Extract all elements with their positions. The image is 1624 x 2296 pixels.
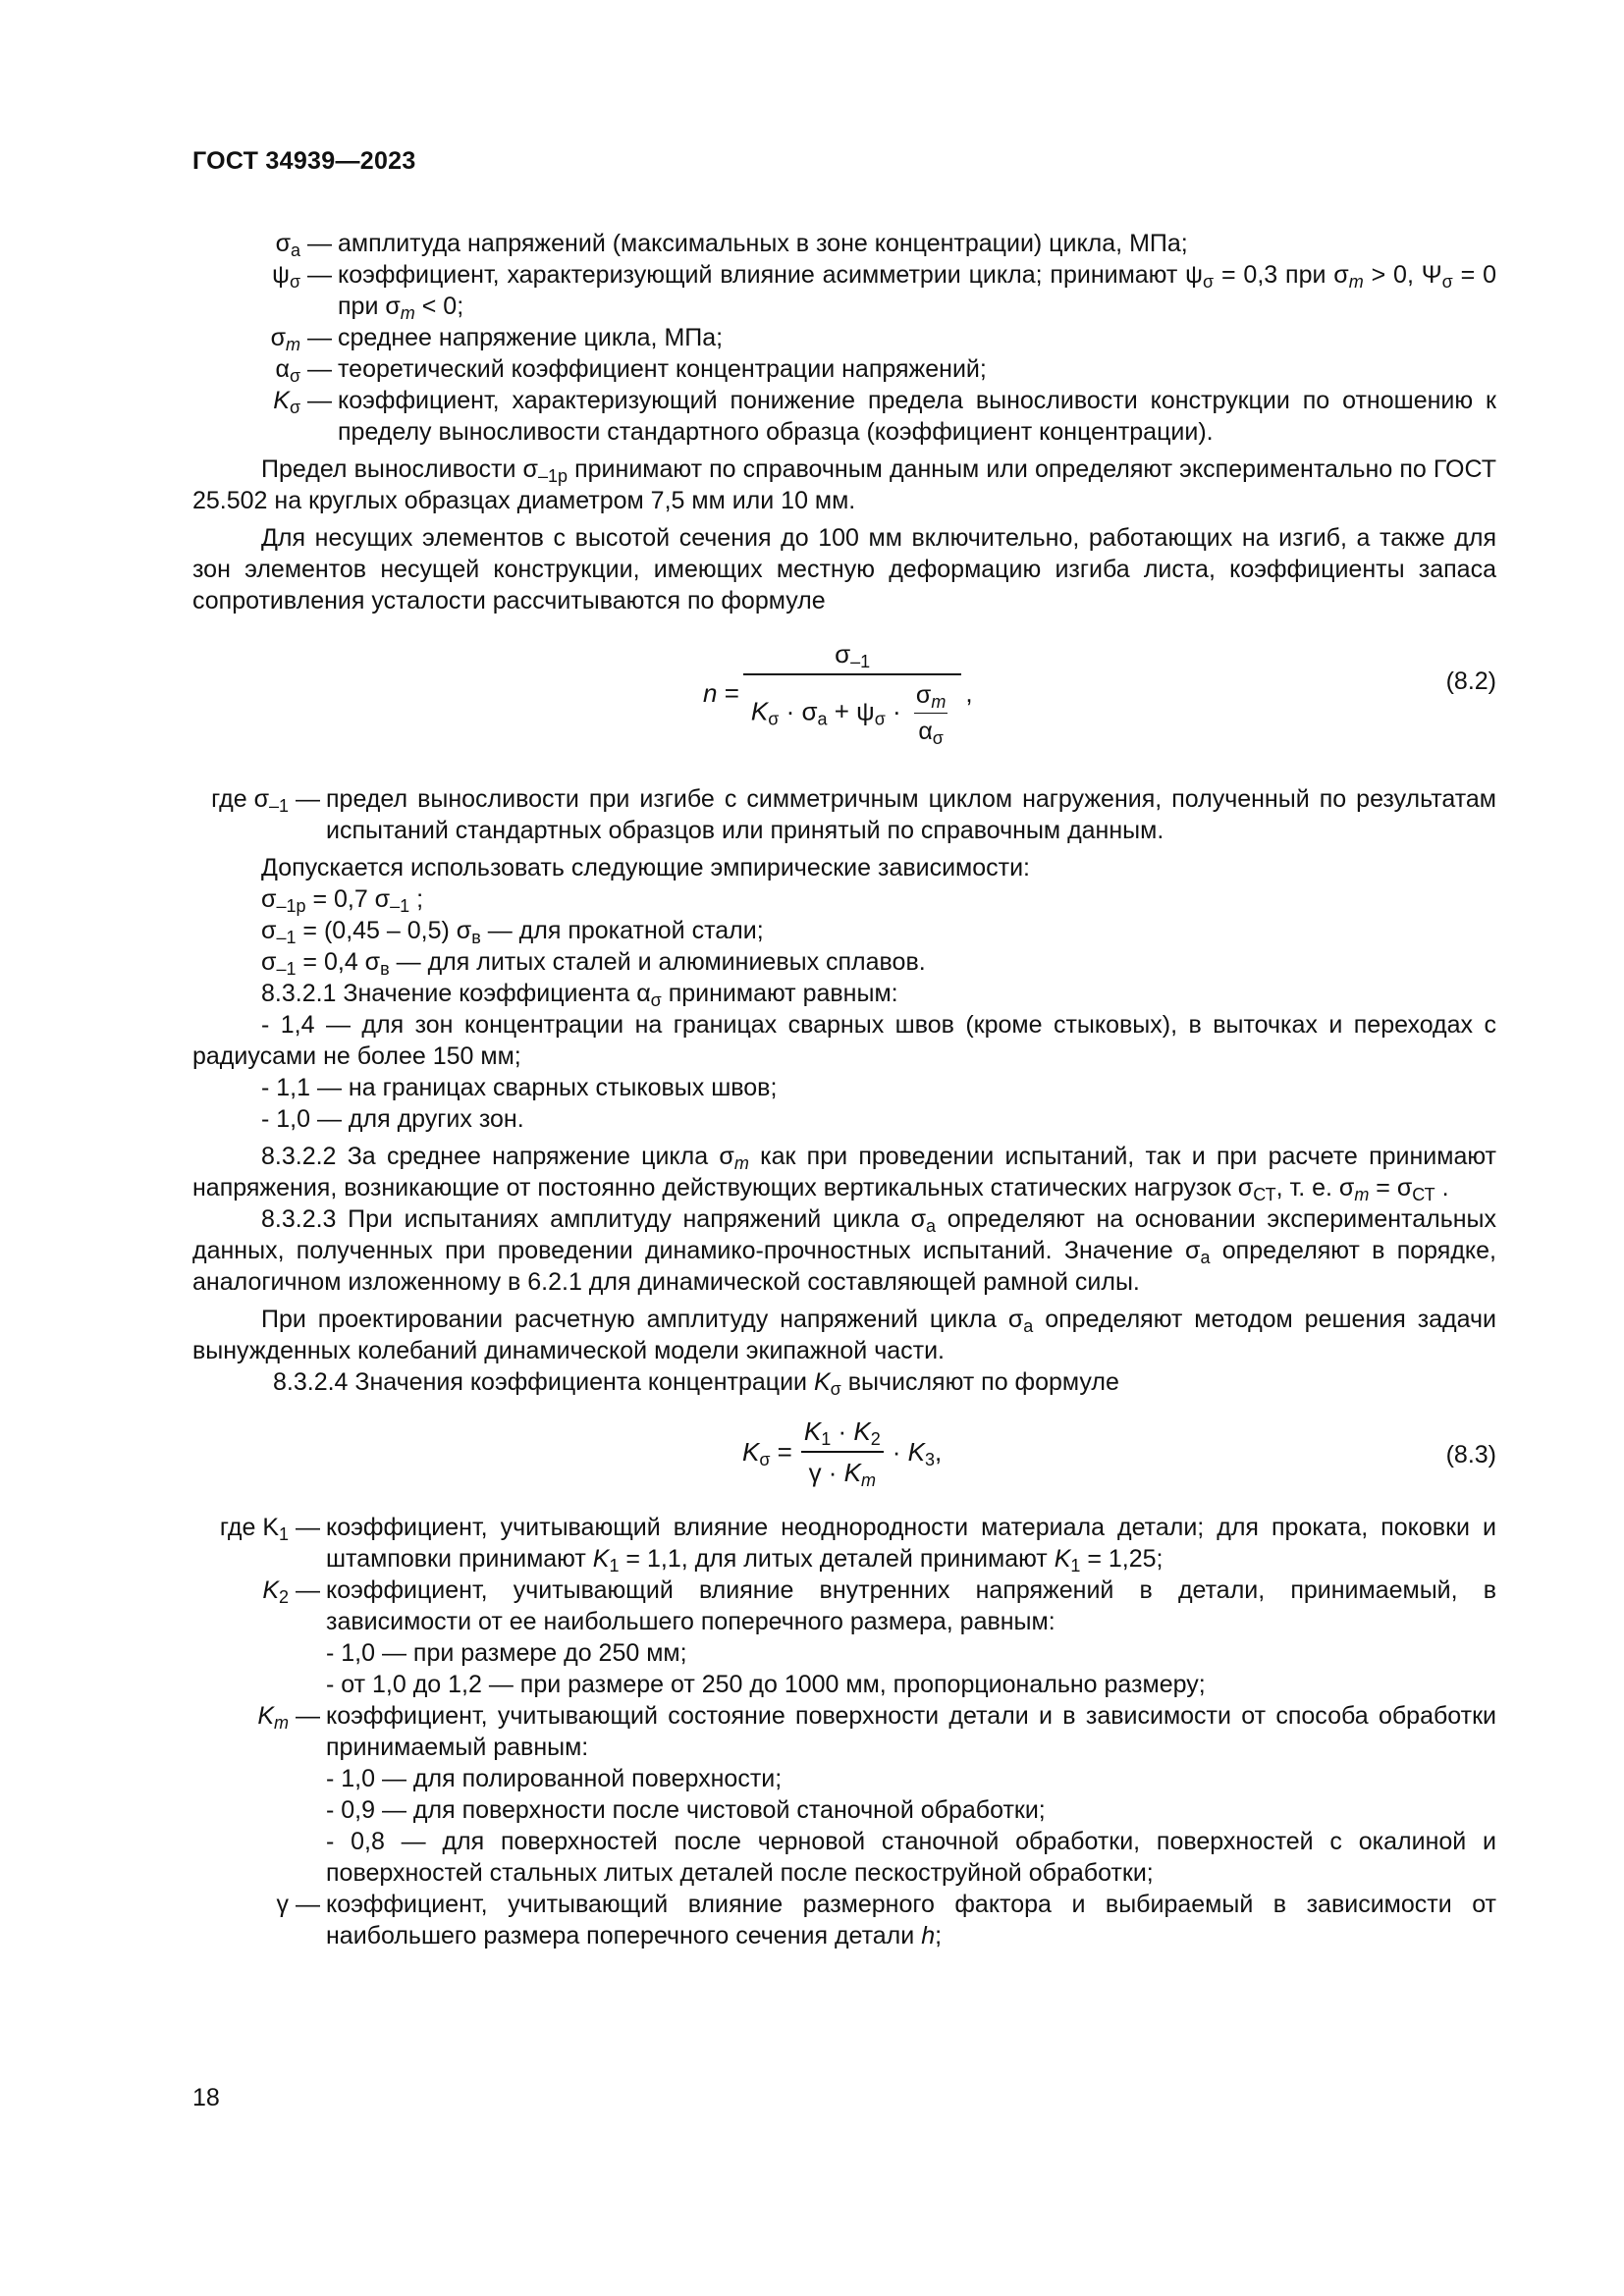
empirical-relation-3: $\sigma_{-1} = 0,4$ $\sigma_в$ — для литых сталей и алюминиевых сплавов. [261, 948, 926, 979]
alpha-value-3: - 1,0 — для других зон. [261, 1105, 524, 1133]
alpha-value-2: - 1,1 — на границах сварных стыковых швов; [261, 1074, 778, 1101]
def-psi-sigma: $\psi_\sigma$ — коэффициент, характеризующий влияние асимметрии цикла; принимают $\psi_\sigma = 0,3$ при $\sigma_m > 0$, $\Psi_\sigma = 0$ при $\sigma_m < 0$; [272, 261, 1496, 323]
formula-8-3-where-cont [192, 1700, 1496, 1763]
formula-8-2-fraction: $\sigma_{-1}$ $K_\sigma \cdot \sigma_a + \psi_\sigma$ · $\frac{\sigma_m}{\alpha_\sigma}$ [743, 638, 961, 747]
formula-8-3-fraction: $\frac{K_1 \cdot K_2}{\gamma \cdot K_m}$ [796, 1415, 889, 1488]
empirical-relation-1: $\sigma_{-1p} = 0,7$ $\sigma_{-1}$ ; [261, 885, 424, 916]
section-8-3-2-3: 8.3.2.3 При испытаниях амплитуду напряжений цикла $\sigma_a$ определяют на основании экспериментальных данных, полученных при проведении динамико-прочностных испытаний. Значение $\sigma_a$ определяют в порядке, аналогичном изложенному в 6.2.1 для динамической составляющей рамной силы. [192, 1205, 1496, 1296]
formula-8-3-where [192, 1512, 1496, 1637]
formula-8-3-expression: $K_\sigma$ = $\frac{K_1 \cdot K_2}{\gamma \cdot K_m}$ · $K_3$, [742, 1416, 943, 1490]
km-value-1: - 1,0 — для полированной поверхности; [326, 1765, 783, 1792]
k2-value-2: - от 1,0 до 1,2 — при размере от 250 до 1000 мм, пропорционально размеру; [326, 1671, 1206, 1698]
paragraph-bending-elements: Для несущих элементов с высотой сечения до 100 мм включительно, работающих на изгиб, а также для зон элементов несущей конструкции, имеющих местную деформацию изгиба листа, коэффициенты запаса сопротивления усталости рассчитываются по формуле [192, 524, 1496, 614]
page-number: 18 [192, 2084, 220, 2111]
document-code: ГОСТ 34939—2023 [192, 147, 416, 175]
paragraph-empirical: Допускается использовать следующие эмпирические зависимости: [261, 854, 1031, 881]
def-sigma-minus-1: где $\sigma_{-1}$ — предел выносливости при изгибе с симметричным циклом нагружения, полученный по результатам испытаний стандартных образцов или принятый по справочным данным. [211, 785, 1496, 844]
formula-8-2-where [192, 783, 1496, 846]
paragraph-endurance-limit: Предел выносливости $\sigma_{-1p}$ принимают по справочным данным или определяют экспериментально по ГОСТ 25.502 на круглых образцах диаметром 7,5 мм или 10 мм. [192, 455, 1496, 514]
def-alpha-sigma: $\alpha_\sigma$ — теоретический коэффициент концентрации напряжений; [275, 355, 987, 386]
def-sigma-m: $\sigma_m$ — среднее напряжение цикла, МПа; [270, 324, 724, 354]
def-k2: $K_2$ — коэффициент, учитывающий влияние внутренних напряжений в детали, принимаемый, в зависимости от ее наибольшего поперечного размера, равным: [262, 1576, 1496, 1635]
section-8-3-2-4: 8.3.2.4 Значения коэффициента концентрации $K_\sigma$ вычисляют по формуле [273, 1368, 1119, 1399]
formula-8-3-number: (8.3) [1445, 1441, 1496, 1468]
formula-8-3-where-gamma [192, 1889, 1496, 1951]
formula-8-2 [192, 638, 1496, 764]
formula-8-3 [192, 1415, 1496, 1500]
km-value-3: - 0,8 — для поверхностей после черновой станочной обработки, поверхностей с окалиной и поверхностей стальных литых деталей после пескоструйной обработки; [326, 1828, 1496, 1887]
def-sigma-a: $\sigma_a$ — амплитуда напряжений (максимальных в зоне концентрации) цикла, МПа; [275, 230, 1188, 260]
empirical-relation-2: $\sigma_{-1} = (0,45 - 0,5)$ $\sigma_в$ — для прокатной стали; [261, 917, 764, 947]
def-k1: где $K_1$ — коэффициент, учитывающий влияние неоднородности материала детали; для проката, поковки и штамповки принимают $K_1 = 1,1$, для литых деталей принимают $K_1 = 1,25$; [219, 1514, 1496, 1575]
km-value-2: - 0,9 — для поверхности после чистовой станочной обработки; [326, 1796, 1046, 1824]
section-8-3-2-1-title: 8.3.2.1 Значение коэффициента $\alpha_\sigma$ принимают равным: [261, 980, 898, 1010]
k2-value-1: - 1,0 — при размере до 250 мм; [326, 1639, 687, 1667]
symbol-definitions [192, 228, 1496, 448]
def-km: $K_m$ — коэффициент, учитывающий состояние поверхности детали и в зависимости от способа обработки принимаемый равным: [257, 1702, 1496, 1761]
page-body [192, 228, 1496, 1951]
def-gamma: γ — коэффициент, учитывающий влияние размерного фактора и выбираемый в зависимости от наибольшего размера поперечного сечения детали h; [276, 1891, 1496, 1949]
paragraph-design-amplitude: При проектировании расчетную амплитуду напряжений цикла $\sigma_a$ определяют методом решения задачи вынужденных колебаний динамической модели экипажной части. [192, 1306, 1496, 1364]
def-k-sigma: $K_\sigma$ — коэффициент, характеризующий понижение предела выносливости конструкции по отношению к пределу выносливости стандартного образца (коэффициент концентрации). [273, 387, 1496, 446]
formula-8-2-number: (8.2) [1445, 667, 1496, 695]
formula-8-2-expression: n = $\sigma_{-1}$ $K_\sigma \cdot \sigma_a + \psi_\sigma$ · $\frac{\sigma_m}{\alpha_\sigma}$ , [703, 639, 973, 748]
section-8-3-2-2: 8.3.2.2 За среднее напряжение цикла $\sigma_m$ как при проведении испытаний, так и при расчете принимают напряжения, возникающие от постоянно действующих вертикальных статических нагрузок $\sigma_{СТ}$, т. е. $\sigma_m = \sigma_{СТ}$ . [192, 1143, 1497, 1204]
alpha-value-1: - 1,4 — для зон концентрации на границах сварных швов (кроме стыковых), в выточках и переходах с радиусами не более 150 мм; [192, 1011, 1496, 1070]
